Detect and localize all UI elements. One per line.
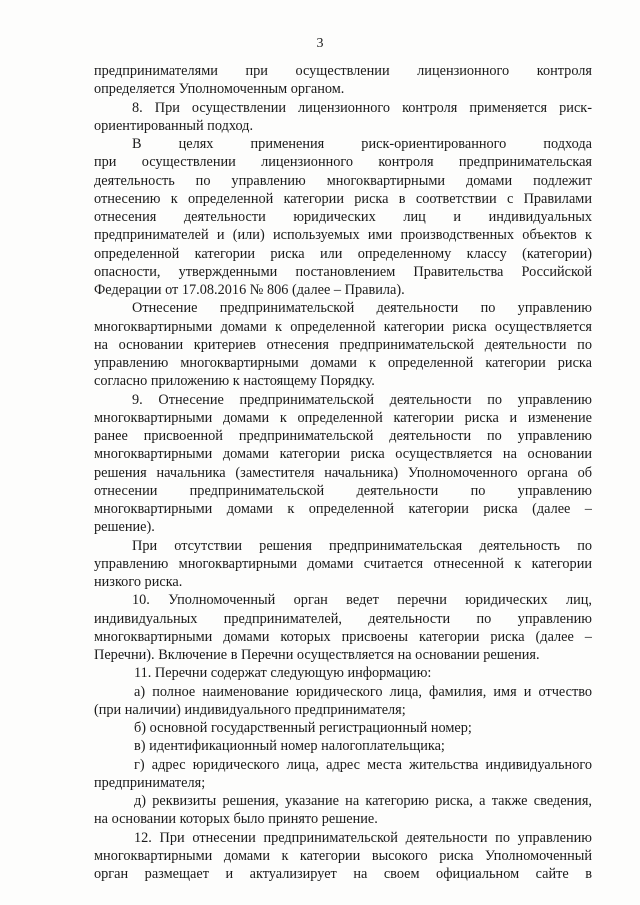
text-line: определенной категории риска или определенному классу (категории): [94, 245, 592, 262]
text-line: отнесения деятельности юридических лиц и индивидуальных: [94, 209, 592, 225]
text-line: предпринимателей и (или) используемых ими производственных объектов к: [94, 227, 592, 244]
text-line: Федерации от 17.08.2016 № 806 (далее – Правила).: [94, 282, 405, 298]
text-line: при осуществлении лицензионного контроля предпринимательская: [94, 154, 592, 171]
text-line: д) реквизиты решения, указание на категорию риска, а также сведения,: [134, 793, 592, 809]
text-line: орган размещает и актуализирует на своем официальном сайте в: [94, 866, 592, 882]
text-line: б) основной государственный регистрационный номер;: [134, 720, 472, 736]
text-line: многоквартирными домами категории риска осуществляется на основании: [94, 446, 592, 463]
text-line: Перечни). Включение в Перечни осуществляется на основании решения.: [94, 647, 540, 663]
text-line: г) адрес юридического лица, адрес места жительства индивидуального: [134, 756, 592, 773]
text-line: в) идентификационный номер налогоплательщика;: [134, 738, 445, 755]
text-line: 12. При отнесении предпринимательской деятельности по управлению: [134, 829, 592, 846]
text-line: предпринимателями при осуществлении лицензионного контроля: [94, 63, 592, 79]
text-line: Отнесение предпринимательской деятельности по управлению: [132, 300, 592, 317]
text-line: индивидуальных предпринимателей, деятельности по управлению: [94, 610, 592, 627]
text-line: При отсутствии решения предпринимательская деятельность по: [132, 537, 592, 554]
text-line: отнесении предпринимательской деятельности по управлению: [94, 482, 592, 499]
text-line: решения начальника (заместителя начальника) Уполномоченного органа об: [94, 464, 592, 481]
text-line: предпринимателя;: [94, 774, 206, 791]
text-line: (при наличии) индивидуального предпринимателя;: [94, 701, 406, 718]
text-line: 8. При осуществлении лицензионного контроля применяется риск-: [132, 99, 592, 116]
text-line: 10. Уполномоченный орган ведет перечни юридических лиц,: [132, 592, 592, 609]
text-line: 9. Отнесение предпринимательской деятельности по управлению: [132, 391, 592, 408]
text-line: многоквартирными домами к определенной категории риска осуществляется: [94, 318, 592, 335]
text-line: В целях применения риск-ориентированного подхода: [132, 136, 592, 152]
text-line: управлению многоквартирными домами к определенной категории риска: [94, 355, 592, 371]
text-line: многоквартирными домами которых присвоены категории риска (далее –: [94, 628, 592, 645]
text-line: а) полное наименование юридического лица, фамилия, имя и отчество: [134, 683, 592, 700]
text-line: управлению многоквартирными домами считается отнесенной к категории: [94, 555, 592, 572]
text-line: 11. Перечни содержат следующую информацию:: [134, 665, 432, 682]
document-body: [94, 62, 592, 883]
text-line: ориентированный подход.: [94, 117, 254, 134]
text-line: ранее присвоенной предпринимательской деятельности по управлению: [94, 428, 592, 444]
text-line: многоквартирными домами к определенной категории риска и изменение: [94, 409, 592, 426]
text-line: отнесению к определенной категории риска в соответствии с Правилами: [94, 190, 592, 207]
text-line: опасности, утвержденными постановлением Правительства Российской: [94, 263, 592, 280]
page-number: 3: [316, 36, 324, 51]
text-line: низкого риска.: [94, 574, 183, 590]
text-line: согласно приложению к настоящему Порядку.: [94, 373, 375, 390]
text-line: многоквартирными домами к категории высокого риска Уполномоченный: [94, 847, 592, 864]
text-line: многоквартирными домами к определенной категории риска (далее –: [94, 501, 592, 517]
text-line: решение).: [94, 519, 155, 536]
text-line: деятельность по управлению многоквартирными домами подлежит: [94, 172, 592, 189]
text-line: определяется Уполномоченным органом.: [94, 81, 345, 98]
text-line: на основании которых было принято решение.: [94, 811, 378, 828]
text-line: на основании критериев отнесения предпринимательской деятельности по: [94, 336, 592, 353]
